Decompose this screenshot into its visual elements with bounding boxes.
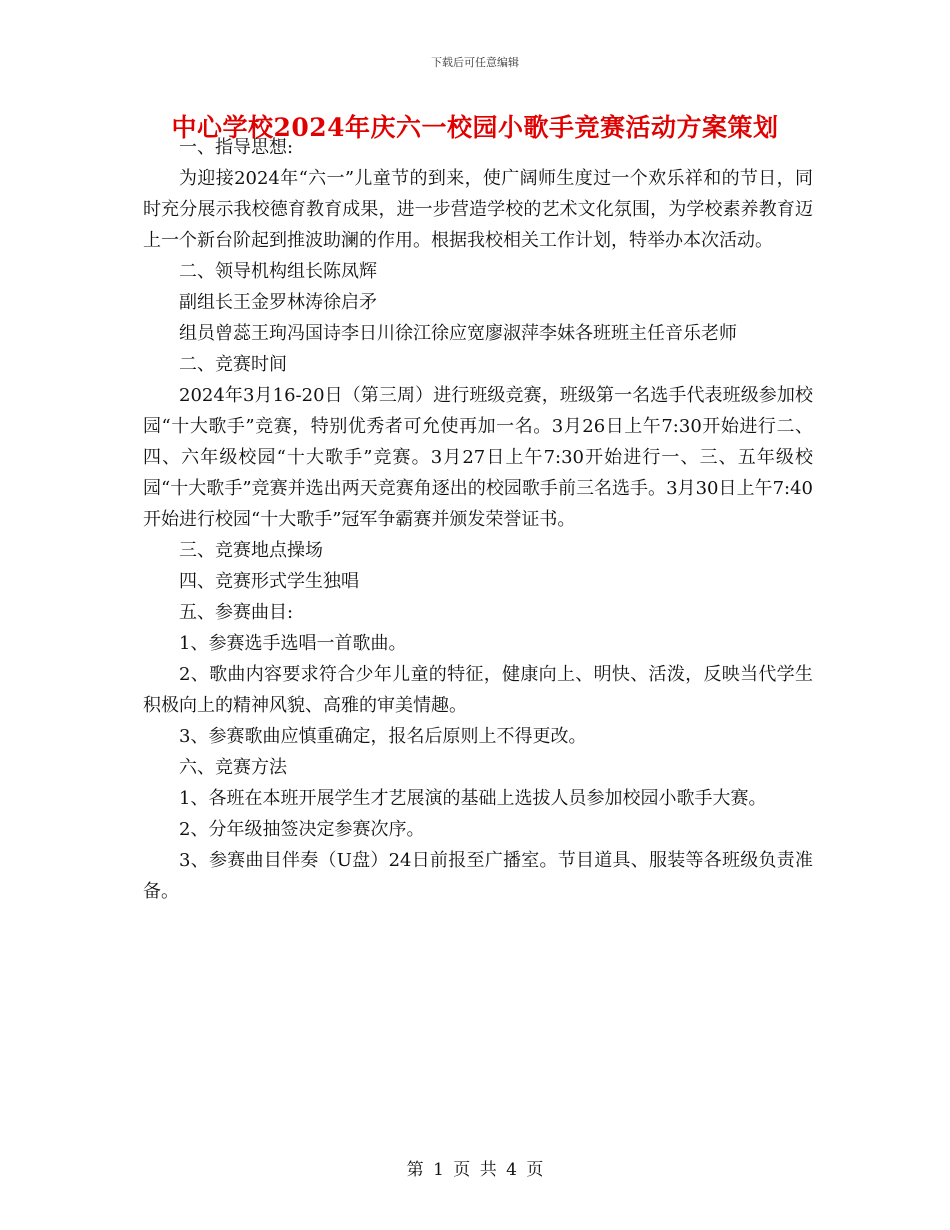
paragraph: 2024年3月16-20日（第三周）进行班级竞赛，班级第一名选手代表班级参加校园“十大歌手”竞赛，特别优秀者可允使再加一名。3月26日上午7:30开始进行二、四、六年级校园“十大歌手”竞赛。3月27日上午7:30开始进行一、三、五年级校园“十大歌手”竞赛并选出两天竞赛角逐出的校园歌手前三名选手。3月30日上午7:40开始进行校园“十大歌手”冠军争霸赛并颁发荣誉证书。 bbox=[143, 385, 813, 530]
paragraph: 一、指导思想: bbox=[179, 137, 294, 158]
page-header: 下载后可任意编辑 bbox=[431, 56, 519, 69]
paragraph: 1、各班在本班开展学生才艺展演的基础上选拔人员参加校园小歌手大赛。 bbox=[179, 788, 767, 809]
paragraph: 三、竞赛地点操场 bbox=[179, 540, 323, 561]
paragraph: 六、竞赛方法 bbox=[179, 757, 287, 778]
paragraph: 2、歌曲内容要求符合少年儿童的特征，健康向上、明快、活泼，反映当代学生积极向上的精神风貌、高雅的审美情趣。 bbox=[143, 664, 813, 716]
paragraph: 1、参赛选手选唱一首歌曲。 bbox=[179, 633, 407, 654]
document-body bbox=[143, 132, 813, 907]
paragraph: 2、分年级抽签决定参赛次序。 bbox=[179, 819, 425, 840]
paragraph: 副组长王金罗林涛徐启矛 bbox=[179, 292, 377, 313]
page-footer: 第 1 页 共 4 页 bbox=[406, 1160, 544, 1180]
paragraph: 3、参赛曲目伴奏（U盘）24日前报至广播室。节目道具、服装等各班级负责准备。 bbox=[143, 850, 813, 902]
paragraph: 五、参赛曲目: bbox=[179, 602, 294, 623]
paragraph: 为迎接2024年“六一”儿童节的到来，使广阔师生度过一个欢乐祥和的节日，同时充分展示我校德育教育成果，进一步营造学校的艺术文化氛围，为学校素养教育迈上一个新台阶起到推波助澜的作用。根据我校相关工作计划，特举办本次活动。 bbox=[143, 168, 813, 251]
paragraph: 3、参赛歌曲应慎重确定，报名后原则上不得更改。 bbox=[179, 726, 587, 747]
document-title: 中心学校2024年庆六一校园小歌手竞赛活动方案策划 bbox=[171, 113, 779, 142]
paragraph: 四、竞赛形式学生独唱 bbox=[179, 571, 359, 592]
paragraph: 二、领导机构组长陈凤辉 bbox=[179, 261, 377, 282]
paragraph: 二、竞赛时间 bbox=[179, 354, 287, 375]
paragraph: 组员曾蕊王珣冯国诗李日川徐江徐应宽廖淑萍李妹各班班主任音乐老师 bbox=[179, 323, 737, 344]
